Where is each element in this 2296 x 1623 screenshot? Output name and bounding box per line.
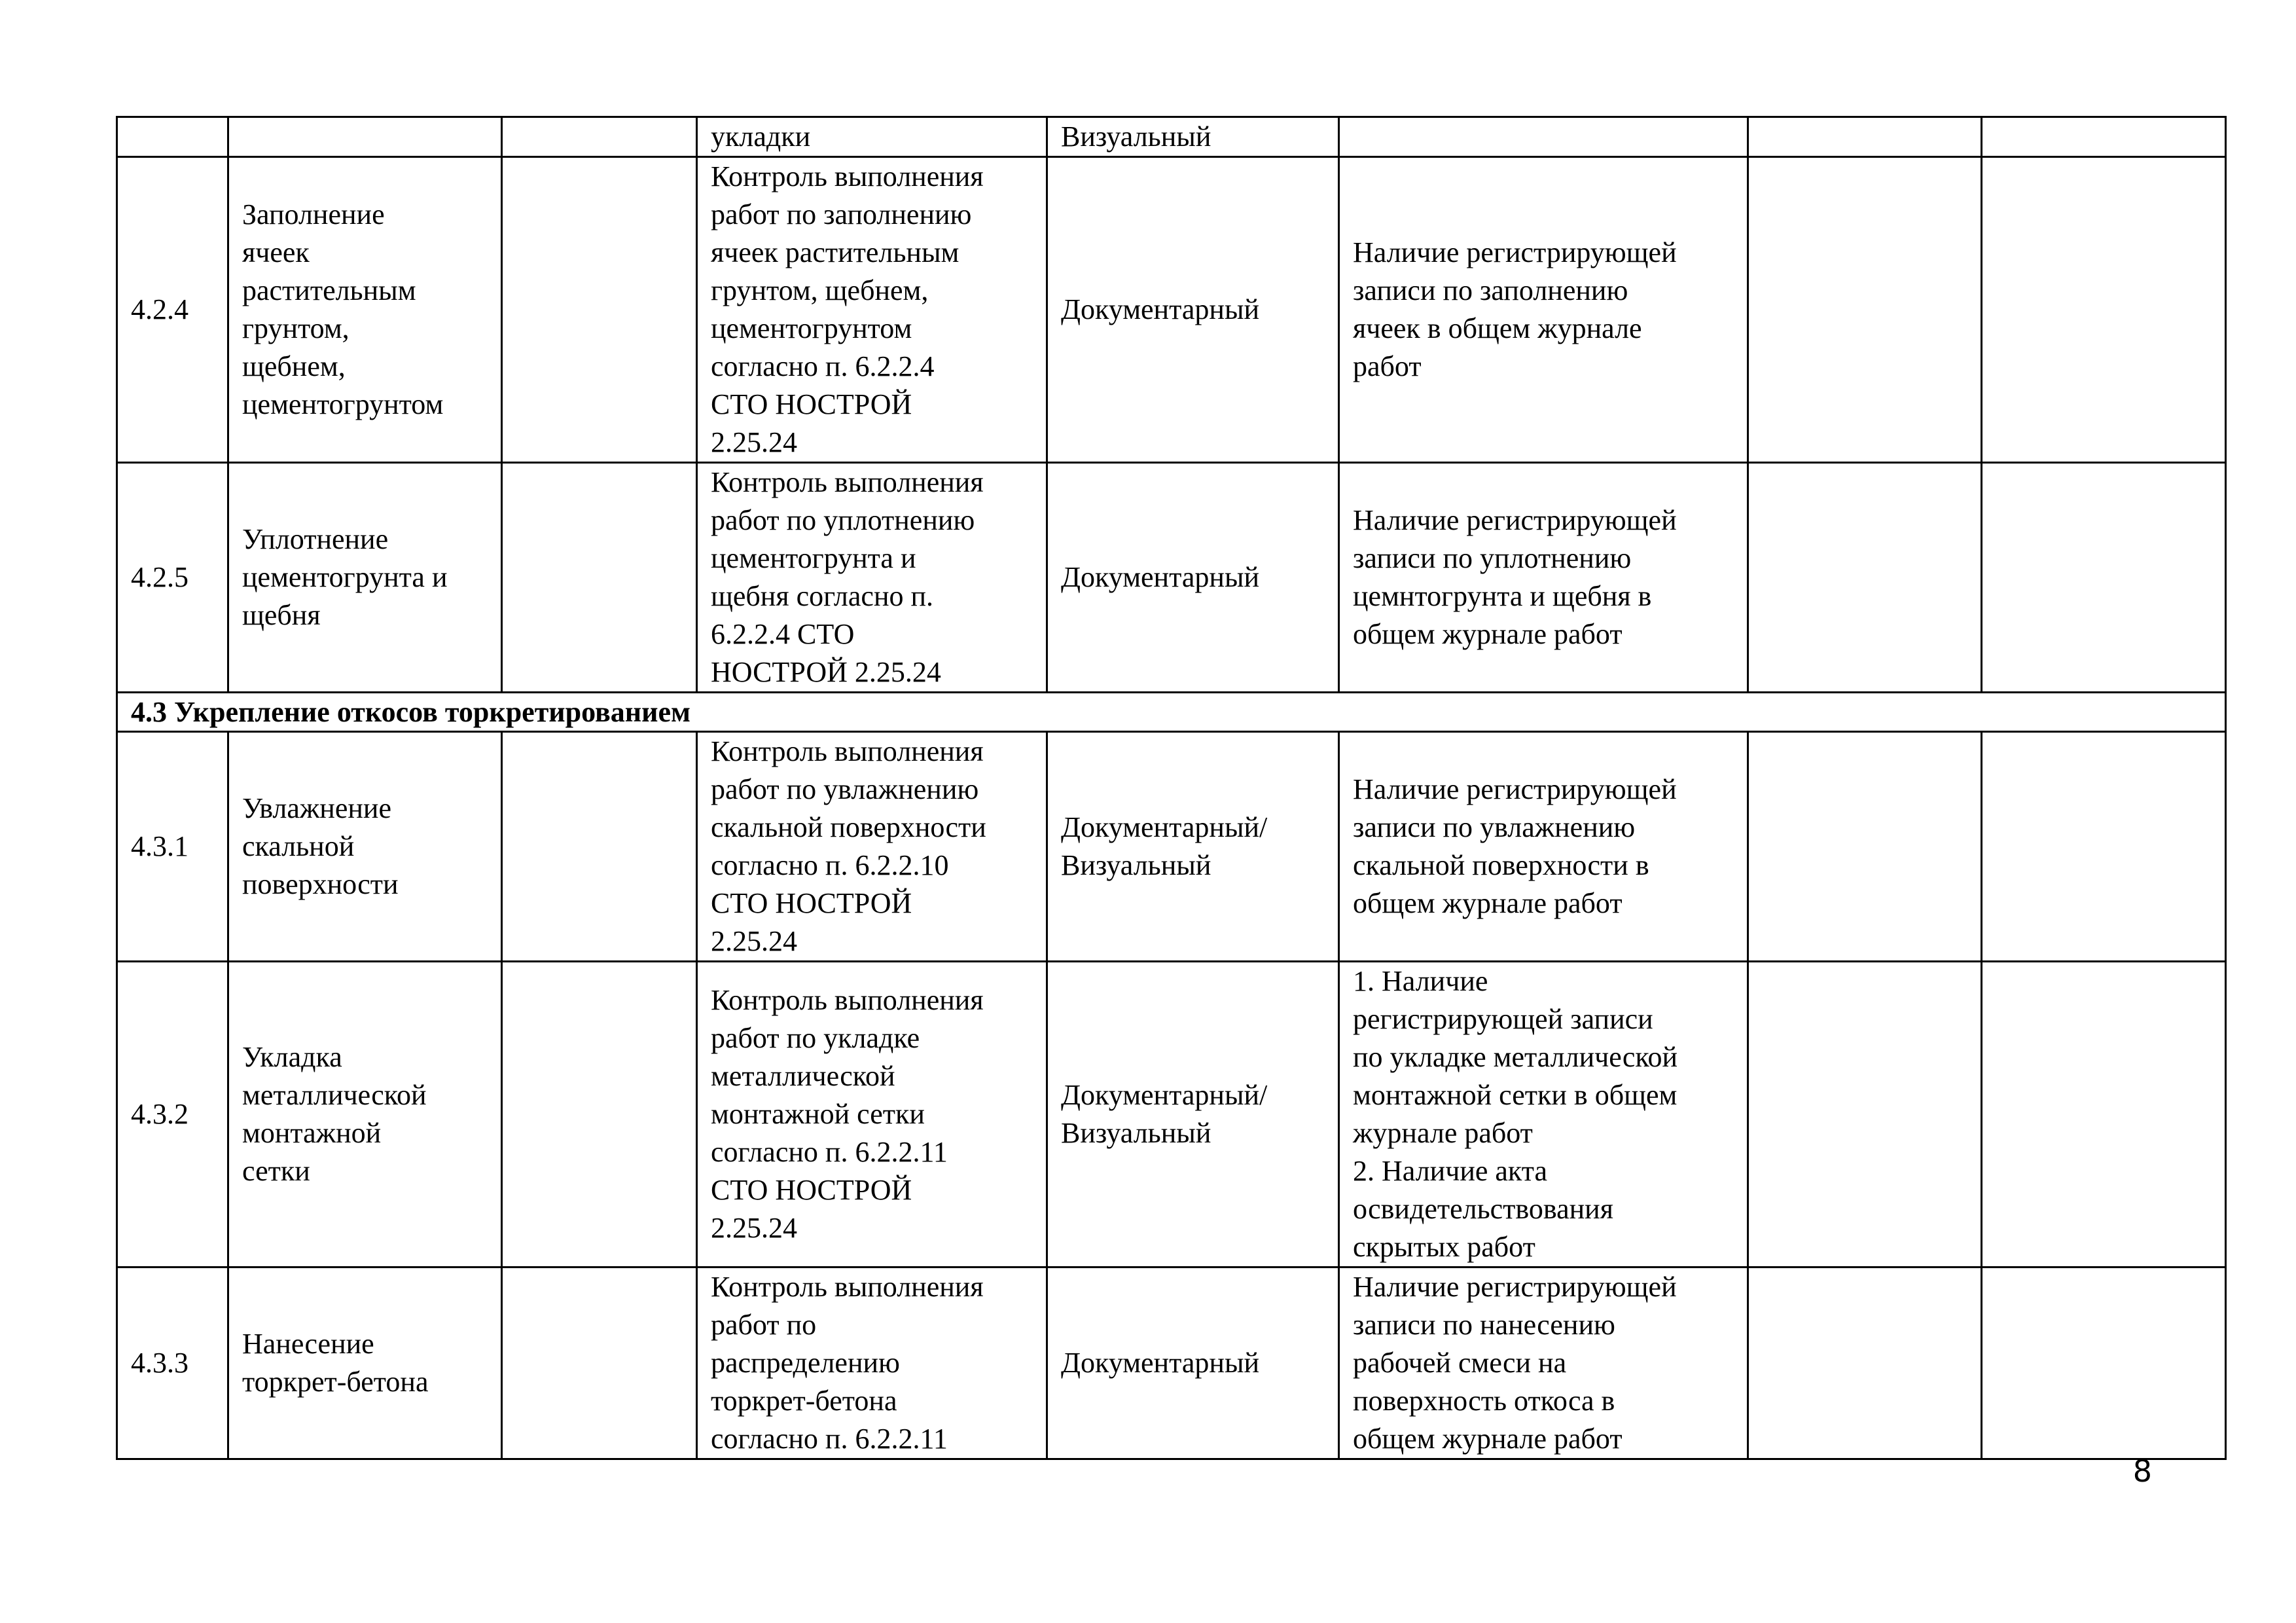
empty-cell (1982, 1267, 2226, 1459)
control-result-cell: Наличие регистрирующей записи по увлажнению скальной поверхности в общем журнале работ (1339, 732, 1748, 962)
control-result-cell (1339, 117, 1748, 157)
empty-cell (1748, 157, 1982, 463)
operation-cell: Заполнение ячеек растительным грунтом, щебнем, цементогрунтом (228, 157, 502, 463)
table-row (117, 1267, 2226, 1459)
control-table (116, 116, 2227, 1460)
control-description-cell: Контроль выполнения работ по уплотнению цементогрунта и щебня согласно п. 6.2.2.4 СТО НОСТРОЙ 2.25.24 (697, 463, 1047, 693)
empty-cell (1982, 463, 2226, 693)
control-description-cell: Контроль выполнения работ по заполнению ячеек растительным грунтом, щебнем, цементогрунтом согласно п. 6.2.2.4 СТО НОСТРОЙ 2.25.24 (697, 157, 1047, 463)
control-method-cell: Документарный (1047, 1267, 1339, 1459)
item-number-cell: 4.3.3 (117, 1267, 228, 1459)
control-description-cell: укладки (697, 117, 1047, 157)
item-number-cell: 4.3.1 (117, 732, 228, 962)
control-method-cell: Документарный (1047, 157, 1339, 463)
control-method-cell: Документарный/ Визуальный (1047, 962, 1339, 1267)
control-description-cell: Контроль выполнения работ по укладке металлической монтажной сетки согласно п. 6.2.2.11 СТО НОСТРОЙ 2.25.24 (697, 962, 1047, 1267)
section-title: 4.3 Укрепление откосов торкретированием (117, 693, 2226, 732)
control-result-cell: 1. Наличие регистрирующей записи по укладке металлической монтажной сетки в общем журнале работ 2. Наличие акта освидетельствования скрытых работ (1339, 962, 1748, 1267)
table-row (117, 962, 2226, 1267)
table-row (117, 157, 2226, 463)
empty-cell (1748, 962, 1982, 1267)
item-number-cell (117, 117, 228, 157)
empty-cell (1748, 732, 1982, 962)
table-row (117, 463, 2226, 693)
operation-cell (228, 117, 502, 157)
control-method-cell: Документарный (1047, 463, 1339, 693)
empty-cell (1982, 157, 2226, 463)
empty-cell (502, 962, 697, 1267)
empty-cell (1748, 1267, 1982, 1459)
empty-cell (1982, 732, 2226, 962)
control-description-cell: Контроль выполнения работ по увлажнению скальной поверхности согласно п. 6.2.2.10 СТО НОСТРОЙ 2.25.24 (697, 732, 1047, 962)
operation-cell: Нанесение торкрет-бетона (228, 1267, 502, 1459)
table-row (117, 117, 2226, 157)
empty-cell (502, 157, 697, 463)
operation-cell: Увлажнение скальной поверхности (228, 732, 502, 962)
empty-cell (502, 463, 697, 693)
empty-cell (1982, 117, 2226, 157)
operation-cell: Укладка металлической монтажной сетки (228, 962, 502, 1267)
empty-cell (1748, 117, 1982, 157)
empty-cell (1748, 463, 1982, 693)
item-number-cell: 4.3.2 (117, 962, 228, 1267)
control-method-cell: Документарный/ Визуальный (1047, 732, 1339, 962)
control-result-cell: Наличие регистрирующей записи по нанесению рабочей смеси на поверхность откоса в общем журнале работ (1339, 1267, 1748, 1459)
control-method-cell: Визуальный (1047, 117, 1339, 157)
table-row (117, 732, 2226, 962)
item-number-cell: 4.2.5 (117, 463, 228, 693)
empty-cell (1982, 962, 2226, 1267)
item-number-cell: 4.2.4 (117, 157, 228, 463)
empty-cell (502, 117, 697, 157)
control-description-cell: Контроль выполнения работ по распределению торкрет-бетона согласно п. 6.2.2.11 (697, 1267, 1047, 1459)
control-result-cell: Наличие регистрирующей записи по заполнению ячеек в общем журнале работ (1339, 157, 1748, 463)
empty-cell (502, 1267, 697, 1459)
operation-cell: Уплотнение цементогрунта и щебня (228, 463, 502, 693)
control-result-cell: Наличие регистрирующей записи по уплотнению цемнтогрунта и щебня в общем журнале работ (1339, 463, 1748, 693)
section-header-row (117, 693, 2226, 732)
empty-cell (502, 732, 697, 962)
page-number: 8 (2132, 1453, 2152, 1489)
